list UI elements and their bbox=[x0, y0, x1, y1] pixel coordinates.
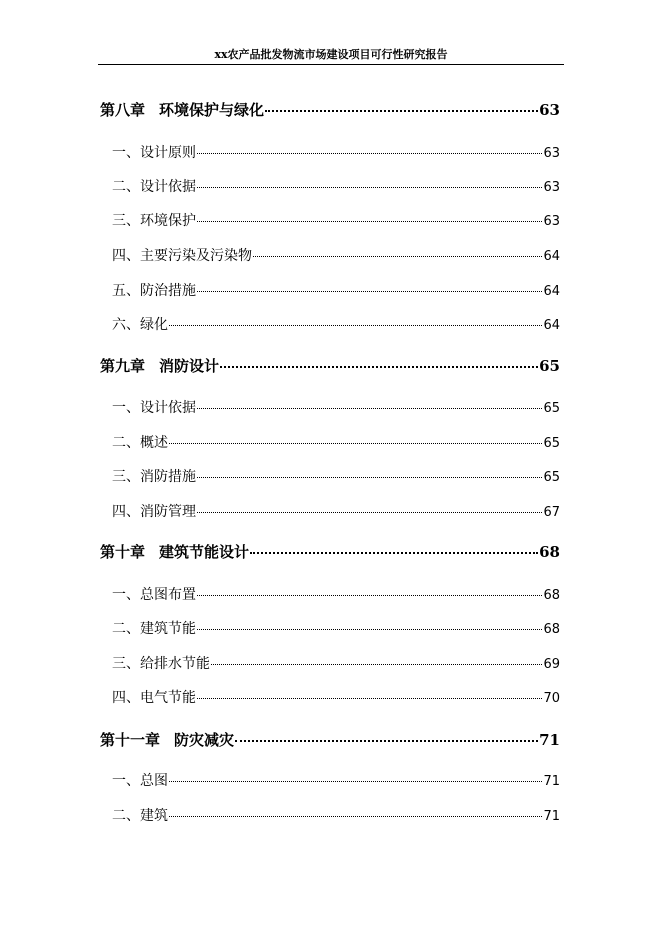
toc-page-number: 68 bbox=[539, 543, 560, 561]
toc-entry-label: 二、设计依据 bbox=[112, 179, 196, 195]
toc-entry-label: 一、设计原则 bbox=[112, 145, 196, 161]
toc-page-number: 71 bbox=[543, 809, 560, 824]
toc-page-number: 64 bbox=[543, 318, 560, 333]
toc-entry-label: 五、防治措施 bbox=[112, 283, 196, 299]
toc-section-8-1[interactable] bbox=[100, 142, 560, 162]
toc-entry-label: 三、消防措施 bbox=[112, 469, 196, 485]
dot-leader bbox=[169, 781, 542, 782]
toc-page-number: 68 bbox=[543, 588, 560, 603]
toc-entry-label: 第十一章 防灾减灾 bbox=[100, 731, 235, 749]
toc-entry-label: 二、建筑 bbox=[112, 808, 168, 824]
toc-page-number: 64 bbox=[543, 249, 560, 264]
toc-page-number: 68 bbox=[543, 622, 560, 637]
toc-page-number: 67 bbox=[543, 505, 560, 520]
dot-leader bbox=[197, 595, 542, 596]
toc-page-number: 63 bbox=[543, 214, 560, 229]
toc-chapter-10[interactable] bbox=[100, 541, 560, 562]
toc-entry-label: 四、主要污染及污染物 bbox=[112, 248, 252, 264]
toc-section-9-1[interactable] bbox=[100, 397, 560, 417]
toc-section-10-3[interactable] bbox=[100, 653, 560, 673]
toc-page-number: 71 bbox=[543, 774, 560, 789]
toc-section-8-5[interactable] bbox=[100, 280, 560, 300]
dot-leader bbox=[197, 291, 542, 292]
toc-entry-label: 三、给排水节能 bbox=[112, 656, 210, 672]
dot-leader bbox=[197, 629, 542, 630]
toc-page-number: 63 bbox=[543, 180, 560, 195]
toc-section-8-6[interactable] bbox=[100, 314, 560, 334]
toc-section-10-2[interactable] bbox=[100, 618, 560, 638]
dot-leader bbox=[197, 153, 542, 154]
toc-page-number: 70 bbox=[543, 691, 560, 706]
dot-leader bbox=[197, 512, 542, 513]
toc-entry-label: 第九章 消防设计 bbox=[100, 357, 220, 375]
dot-leader bbox=[265, 110, 538, 112]
toc-page-number: 63 bbox=[543, 146, 560, 161]
toc-page-number: 65 bbox=[543, 401, 560, 416]
toc-page-number: 63 bbox=[539, 101, 560, 119]
toc-entry-label: 六、绿化 bbox=[112, 317, 168, 333]
toc-entry-label: 二、概述 bbox=[112, 435, 168, 451]
dot-leader bbox=[250, 552, 538, 554]
toc-section-10-1[interactable] bbox=[100, 584, 560, 604]
toc-page-number: 65 bbox=[543, 436, 560, 451]
toc-entry-label: 三、环境保护 bbox=[112, 213, 196, 229]
toc-entry-label: 一、总图 bbox=[112, 773, 168, 789]
toc-entry-label: 四、消防管理 bbox=[112, 504, 196, 520]
toc-section-11-2[interactable] bbox=[100, 805, 560, 825]
dot-leader bbox=[197, 408, 542, 409]
toc-page-number: 64 bbox=[543, 284, 560, 299]
page-header: xx农产品批发物流市场建设项目可行性研究报告 bbox=[98, 46, 564, 65]
toc-chapter-11[interactable] bbox=[100, 729, 560, 750]
toc-section-8-3[interactable] bbox=[100, 210, 560, 230]
toc-section-8-4[interactable] bbox=[100, 245, 560, 265]
toc-section-11-1[interactable] bbox=[100, 770, 560, 790]
dot-leader bbox=[220, 366, 538, 368]
toc-entry-label: 四、电气节能 bbox=[112, 690, 196, 706]
toc-entry-label: 一、设计依据 bbox=[112, 400, 196, 416]
dot-leader bbox=[235, 740, 538, 742]
dot-leader bbox=[197, 477, 542, 478]
dot-leader bbox=[169, 325, 542, 326]
toc-page-number: 71 bbox=[539, 731, 560, 749]
toc-entry-label: 二、建筑节能 bbox=[112, 621, 196, 637]
dot-leader bbox=[211, 664, 542, 665]
toc-section-9-3[interactable] bbox=[100, 466, 560, 486]
toc-entry-label: 一、总图布置 bbox=[112, 587, 196, 603]
dot-leader bbox=[169, 443, 542, 444]
dot-leader bbox=[197, 221, 542, 222]
dot-leader bbox=[253, 256, 542, 257]
toc-section-8-2[interactable] bbox=[100, 176, 560, 196]
toc-page-number: 69 bbox=[543, 657, 560, 672]
toc-page-number: 65 bbox=[539, 357, 560, 375]
toc-section-10-4[interactable] bbox=[100, 687, 560, 707]
toc-chapter-8[interactable] bbox=[100, 99, 560, 120]
toc-entry-label: 第十章 建筑节能设计 bbox=[100, 543, 250, 561]
toc-chapter-9[interactable] bbox=[100, 355, 560, 376]
dot-leader bbox=[197, 698, 542, 699]
dot-leader bbox=[197, 187, 542, 188]
dot-leader bbox=[169, 816, 542, 817]
toc-section-9-2[interactable] bbox=[100, 432, 560, 452]
toc-entry-label: 第八章 环境保护与绿化 bbox=[100, 101, 265, 119]
toc-page-number: 65 bbox=[543, 470, 560, 485]
toc-section-9-4[interactable] bbox=[100, 501, 560, 521]
